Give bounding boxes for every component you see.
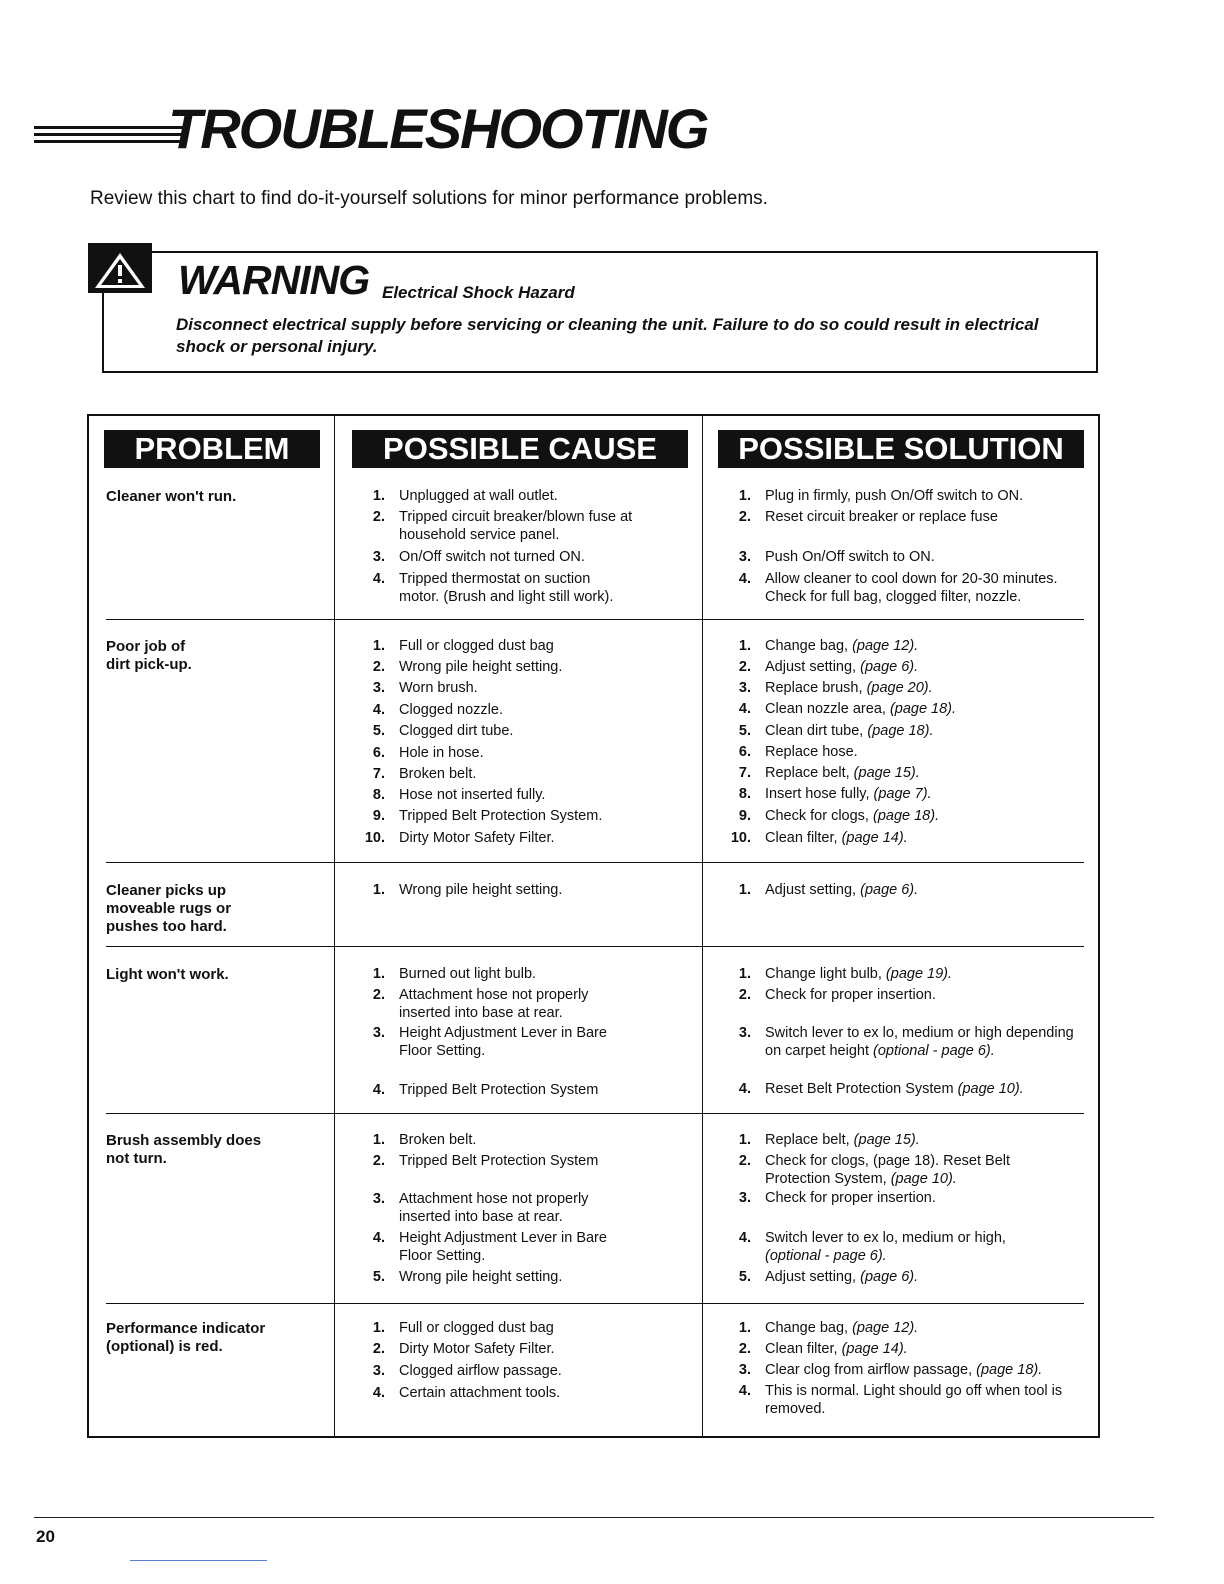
row-separator bbox=[106, 1303, 334, 1304]
item-number: 2. bbox=[738, 659, 751, 675]
item-text: Check for proper insertion. bbox=[765, 987, 936, 1003]
item-text: Replace brush, (page 20). bbox=[765, 680, 933, 696]
item-text: Change bag, (page 12). bbox=[765, 638, 919, 654]
item-number: 3. bbox=[738, 680, 751, 696]
item-text: Tripped Belt Protection System bbox=[399, 1082, 599, 1098]
item-text: Height Adjustment Lever in Bare Floor Setting. bbox=[399, 1230, 607, 1264]
item-text: Hose not inserted fully. bbox=[399, 787, 546, 803]
problem-text: Cleaner picks up moveable rugs or pushes too hard. bbox=[106, 882, 232, 935]
item-text: Adjust setting, (page 6). bbox=[765, 882, 919, 898]
item-number: 4. bbox=[738, 1383, 751, 1399]
item-text: Adjust setting, (page 6). bbox=[765, 659, 919, 675]
item-number: 4. bbox=[372, 571, 385, 587]
item-text: This is normal. Light should go off when tool is removed. bbox=[765, 1383, 1063, 1417]
item-number: 6. bbox=[738, 744, 751, 760]
item-number: 3. bbox=[738, 1190, 751, 1206]
item-number: 1. bbox=[372, 1320, 385, 1336]
item-number: 9. bbox=[738, 808, 751, 824]
item-number: 4. bbox=[738, 1230, 751, 1246]
item-text: Reset circuit breaker or replace fuse bbox=[765, 509, 998, 525]
item-text: Wrong pile height setting. bbox=[399, 659, 563, 675]
page-number: 20 bbox=[36, 1527, 55, 1546]
item-text: Replace belt, (page 15). bbox=[765, 765, 920, 781]
item-text: Attachment hose not properly inserted into base at rear. bbox=[399, 987, 589, 1021]
item-text: Dirty Motor Safety Filter. bbox=[399, 830, 555, 846]
item-text: Replace belt, (page 15). bbox=[765, 1132, 920, 1148]
header-problem: PROBLEM bbox=[104, 430, 320, 468]
item-text: Clean nozzle area, (page 18). bbox=[765, 701, 957, 717]
item-text: Clean dirt tube, (page 18). bbox=[765, 723, 934, 739]
row-separator bbox=[703, 1113, 1084, 1114]
page-title: TROUBLESHOOTING bbox=[168, 97, 708, 160]
item-text: Full or clogged dust bag bbox=[399, 1320, 554, 1336]
item-number: 3. bbox=[372, 680, 385, 696]
item-number: 2. bbox=[372, 1153, 385, 1169]
item-text: Clean filter, (page 14). bbox=[765, 1341, 908, 1357]
item-number: 4. bbox=[738, 701, 751, 717]
row-separator bbox=[106, 862, 334, 863]
item-number: 4. bbox=[738, 571, 751, 587]
item-text: On/Off switch not turned ON. bbox=[399, 549, 585, 565]
item-text: Check for clogs, (page 18). bbox=[765, 808, 940, 824]
item-text: Insert hose fully, (page 7). bbox=[765, 786, 932, 802]
column-divider bbox=[334, 416, 335, 1436]
item-number: 1. bbox=[738, 966, 751, 982]
item-text: Adjust setting, (page 6). bbox=[765, 1269, 919, 1285]
row-separator bbox=[703, 1303, 1084, 1304]
item-number: 1. bbox=[738, 882, 751, 898]
row-separator bbox=[335, 619, 702, 620]
item-number: 10. bbox=[730, 830, 751, 846]
title-decoration bbox=[34, 126, 184, 147]
item-text: Tripped thermostat on suction motor. (Brush and light still work). bbox=[399, 571, 614, 605]
item-text: Change light bulb, (page 19). bbox=[765, 966, 953, 982]
item-text: Clogged airflow passage. bbox=[399, 1363, 562, 1379]
item-number: 2. bbox=[738, 987, 751, 1003]
item-text: Height Adjustment Lever in Bare Floor Setting. bbox=[399, 1025, 607, 1059]
item-number: 8. bbox=[738, 786, 751, 802]
item-text: Replace hose. bbox=[765, 744, 858, 760]
item-number: 1. bbox=[738, 1320, 751, 1336]
row-separator bbox=[335, 1303, 702, 1304]
item-text: Check for proper insertion. bbox=[765, 1190, 936, 1206]
item-text: Dirty Motor Safety Filter. bbox=[399, 1341, 555, 1357]
item-number: 1. bbox=[738, 1132, 751, 1148]
item-number: 3. bbox=[738, 549, 751, 565]
row-separator bbox=[106, 619, 334, 620]
item-text: Broken belt. bbox=[399, 1132, 477, 1148]
item-text: Unplugged at wall outlet. bbox=[399, 488, 558, 504]
item-text: Push On/Off switch to ON. bbox=[765, 549, 935, 565]
item-number: 4. bbox=[372, 702, 385, 718]
item-text: Wrong pile height setting. bbox=[399, 1269, 563, 1285]
row-separator bbox=[335, 946, 702, 947]
item-number: 3. bbox=[372, 1363, 385, 1379]
item-number: 8. bbox=[372, 787, 385, 803]
item-number: 3. bbox=[372, 1191, 385, 1207]
item-number: 1. bbox=[372, 638, 385, 654]
row-separator bbox=[703, 946, 1084, 947]
item-number: 5. bbox=[372, 723, 385, 739]
item-text: Switch lever to ex lo, medium or high depending on carpet height (optional - page 6). bbox=[765, 1025, 1074, 1059]
item-number: 5. bbox=[738, 723, 751, 739]
footer-link-line bbox=[130, 1560, 267, 1561]
problem-text: Poor job of dirt pick-up. bbox=[106, 638, 192, 673]
item-text: Plug in firmly, push On/Off switch to ON. bbox=[765, 488, 1024, 504]
item-number: 1. bbox=[372, 1132, 385, 1148]
item-text: Clear clog from airflow passage, (page 18). bbox=[765, 1362, 1043, 1378]
item-text: Tripped circuit breaker/blown fuse at household service panel. bbox=[399, 509, 633, 543]
warning-triangle-icon bbox=[92, 250, 148, 290]
item-number: 2. bbox=[372, 509, 385, 525]
item-number: 1. bbox=[738, 488, 751, 504]
item-number: 9. bbox=[372, 808, 385, 824]
item-number: 2. bbox=[738, 1153, 751, 1169]
warning-subtitle: Electrical Shock Hazard bbox=[382, 283, 575, 302]
item-number: 2. bbox=[738, 1341, 751, 1357]
row-separator bbox=[703, 619, 1084, 620]
problem-text: Cleaner won't run. bbox=[106, 488, 237, 505]
row-separator bbox=[335, 862, 702, 863]
item-number: 2. bbox=[372, 987, 385, 1003]
warning-word: WARNING bbox=[178, 257, 370, 303]
problem-text: Performance indicator (optional) is red. bbox=[106, 1320, 266, 1355]
header-solution: POSSIBLE SOLUTION bbox=[718, 430, 1084, 468]
footer-rule bbox=[34, 1517, 1154, 1518]
item-number: 4. bbox=[738, 1081, 751, 1097]
item-number: 3. bbox=[738, 1025, 751, 1041]
item-number: 5. bbox=[738, 1269, 751, 1285]
item-number: 7. bbox=[738, 765, 751, 781]
warning-text: Disconnect electrical supply before servicing or cleaning the unit. Failure to do so could result in electrical shock or personal injury. bbox=[176, 315, 1039, 356]
item-number: 4. bbox=[372, 1385, 385, 1401]
item-text: Change bag, (page 12). bbox=[765, 1320, 919, 1336]
item-number: 4. bbox=[372, 1230, 385, 1246]
item-number: 3. bbox=[738, 1362, 751, 1378]
item-number: 1. bbox=[372, 966, 385, 982]
item-number: 10. bbox=[364, 830, 385, 846]
item-text: Wrong pile height setting. bbox=[399, 882, 563, 898]
item-text: Hole in hose. bbox=[399, 745, 484, 761]
item-number: 4. bbox=[372, 1082, 385, 1098]
item-number: 1. bbox=[372, 488, 385, 504]
row-separator bbox=[335, 1113, 702, 1114]
item-text: Check for clogs, (page 18). Reset Belt Protection System, (page 10). bbox=[765, 1153, 1011, 1187]
item-text: Tripped Belt Protection System bbox=[399, 1153, 599, 1169]
item-number: 6. bbox=[372, 745, 385, 761]
item-text: Switch lever to ex lo, medium or high, (optional - page 6). bbox=[765, 1230, 1006, 1264]
row-separator bbox=[703, 862, 1084, 863]
item-text: Clean filter, (page 14). bbox=[765, 830, 908, 846]
item-number: 2. bbox=[738, 509, 751, 525]
item-number: 2. bbox=[372, 659, 385, 675]
item-number: 1. bbox=[738, 638, 751, 654]
intro-text: Review this chart to find do-it-yourself solutions for minor performance problems. bbox=[90, 188, 768, 209]
row-separator bbox=[106, 1113, 334, 1114]
item-number: 1. bbox=[372, 882, 385, 898]
item-number: 3. bbox=[372, 549, 385, 565]
row-separator bbox=[106, 946, 334, 947]
item-text: Tripped Belt Protection System. bbox=[399, 808, 603, 824]
item-number: 7. bbox=[372, 766, 385, 782]
item-text: Worn brush. bbox=[399, 680, 478, 696]
item-text: Attachment hose not properly inserted into base at rear. bbox=[399, 1191, 589, 1225]
item-text: Clogged nozzle. bbox=[399, 702, 503, 718]
item-text: Allow cleaner to cool down for 20-30 minutes. Check for full bag, clogged filter, nozzle. bbox=[765, 571, 1058, 605]
header-cause: POSSIBLE CAUSE bbox=[352, 430, 688, 468]
item-text: Certain attachment tools. bbox=[399, 1385, 561, 1401]
item-number: 2. bbox=[372, 1341, 385, 1357]
problem-text: Light won't work. bbox=[106, 966, 229, 983]
item-number: 5. bbox=[372, 1269, 385, 1285]
item-text: Clogged dirt tube. bbox=[399, 723, 514, 739]
troubleshooting-table bbox=[87, 414, 1100, 1438]
item-text: Broken belt. bbox=[399, 766, 477, 782]
column-divider bbox=[702, 416, 703, 1436]
problem-text: Brush assembly does not turn. bbox=[106, 1132, 262, 1167]
item-text: Full or clogged dust bag bbox=[399, 638, 554, 654]
item-number: 3. bbox=[372, 1025, 385, 1041]
item-text: Burned out light bulb. bbox=[399, 966, 537, 982]
item-text: Reset Belt Protection System (page 10). bbox=[765, 1081, 1024, 1097]
